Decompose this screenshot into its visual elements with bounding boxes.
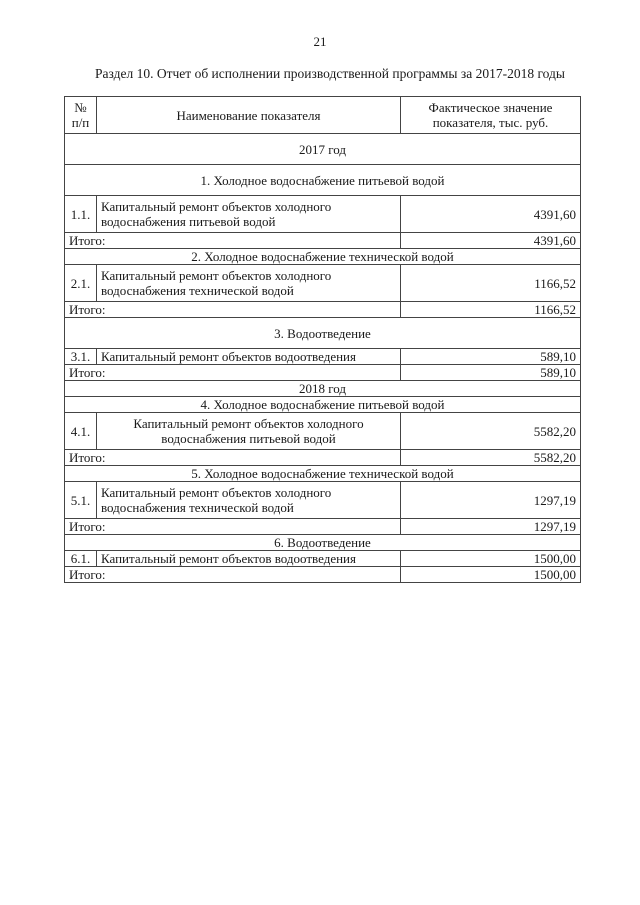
section-title: 3. Водоотведение [65, 318, 581, 349]
table-header-row [65, 97, 581, 134]
item-name: Капитальный ремонт объектов водоотведения [97, 551, 401, 567]
table-row [65, 349, 581, 365]
item-value: 5582,20 [401, 413, 581, 450]
year-row [65, 381, 581, 397]
item-number: 2.1. [65, 265, 97, 302]
total-value: 1166,52 [401, 302, 581, 318]
header-indicator-name: Наименование показателя [97, 97, 401, 134]
item-name: Капитальный ремонт объектов холодного водоснабжения питьевой водой [97, 413, 401, 450]
total-value: 5582,20 [401, 450, 581, 466]
table-row [65, 482, 581, 519]
table-row [65, 196, 581, 233]
item-name: Капитальный ремонт объектов холодного водоснабжения питьевой водой [97, 196, 401, 233]
item-value: 1166,52 [401, 265, 581, 302]
total-label: Итого: [65, 519, 401, 535]
section-row [65, 165, 581, 196]
total-row [65, 567, 581, 583]
item-number: 4.1. [65, 413, 97, 450]
report-table [64, 96, 581, 583]
item-number: 1.1. [65, 196, 97, 233]
table-row [65, 551, 581, 567]
total-row [65, 233, 581, 249]
page-number: 21 [313, 34, 327, 49]
section-row [65, 249, 581, 265]
item-name: Капитальный ремонт объектов холодного водоснабжения технической водой [97, 482, 401, 519]
year-label: 2018 год [65, 381, 581, 397]
section-row [65, 318, 581, 349]
total-row [65, 450, 581, 466]
item-value: 1500,00 [401, 551, 581, 567]
item-number: 6.1. [65, 551, 97, 567]
section-row [65, 397, 581, 413]
year-label: 2017 год [65, 134, 581, 165]
document-title: Раздел 10. Отчет об исполнении производственной программы за 2017-2018 годы [95, 66, 565, 81]
item-name: Капитальный ремонт объектов холодного водоснабжения технической водой [97, 265, 401, 302]
header-number: № п/п [65, 97, 97, 134]
item-number: 5.1. [65, 482, 97, 519]
total-row [65, 519, 581, 535]
section-title: 1. Холодное водоснабжение питьевой водой [65, 165, 581, 196]
section-row [65, 466, 581, 482]
total-label: Итого: [65, 567, 401, 583]
section-title: 6. Водоотведение [65, 535, 581, 551]
table-row [65, 265, 581, 302]
total-row [65, 302, 581, 318]
section-title: 4. Холодное водоснабжение питьевой водой [65, 397, 581, 413]
section-title: 2. Холодное водоснабжение технической водой [65, 249, 581, 265]
total-value: 1500,00 [401, 567, 581, 583]
total-value: 1297,19 [401, 519, 581, 535]
total-value: 589,10 [401, 365, 581, 381]
year-row [65, 134, 581, 165]
total-label: Итого: [65, 302, 401, 318]
item-name: Капитальный ремонт объектов водоотведения [97, 349, 401, 365]
item-value: 1297,19 [401, 482, 581, 519]
table-row [65, 413, 581, 450]
total-label: Итого: [65, 233, 401, 249]
section-row [65, 535, 581, 551]
item-value: 589,10 [401, 349, 581, 365]
total-label: Итого: [65, 365, 401, 381]
item-number: 3.1. [65, 349, 97, 365]
total-label: Итого: [65, 450, 401, 466]
total-value: 4391,60 [401, 233, 581, 249]
item-value: 4391,60 [401, 196, 581, 233]
header-actual-value: Фактическое значение показателя, тыс. руб. [401, 97, 581, 134]
total-row [65, 365, 581, 381]
section-title: 5. Холодное водоснабжение технической водой [65, 466, 581, 482]
